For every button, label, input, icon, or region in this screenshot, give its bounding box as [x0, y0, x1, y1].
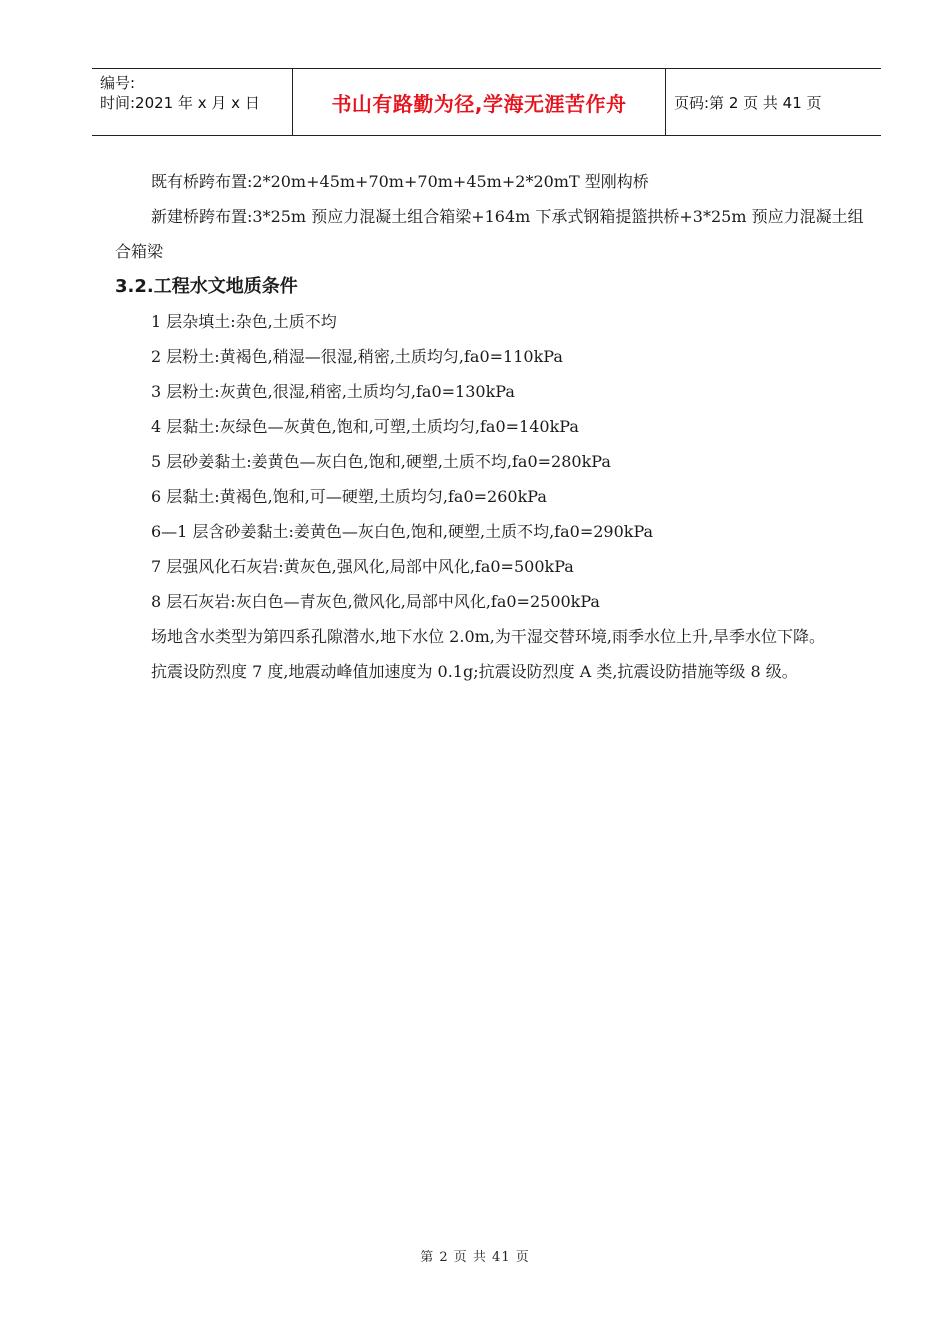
layer-item: 4 层黏土:灰绿色—灰黄色,饱和,可塑,土质均匀,fa0=140kPa — [151, 417, 579, 436]
number-label: 编号: — [100, 74, 136, 92]
layer-item: 6—1 层含砂姜黏土:姜黄色—灰白色,饱和,硬塑,土质不均,fa0=290kPa — [151, 522, 654, 541]
time-label: 时间:2021 年 x 月 x 日 — [100, 94, 260, 112]
layer-item: 5 层砂姜黏土:姜黄色—灰白色,饱和,硬塑,土质不均,fa0=280kPa — [151, 452, 611, 471]
layer-item: 8 层石灰岩:灰白色—青灰色,微风化,局部中风化,fa0=2500kPa — [151, 592, 600, 611]
section-heading: 3.2.工程水文地质条件 — [115, 276, 298, 297]
page-header — [92, 68, 881, 136]
layer-item: 6 层黏土:黄褐色,饱和,可—硬塑,土质均匀,fa0=260kPa — [151, 487, 547, 506]
layer-item: 1 层杂填土:杂色,土质不均 — [151, 312, 337, 331]
paragraph-groundwater: 场地含水类型为第四系孔隙潜水,地下水位 2.0m,为干湿交替环境,雨季水位上升,旱季水位下降。 — [151, 627, 826, 646]
header-meta — [92, 69, 293, 135]
document-body — [115, 164, 875, 689]
paragraph-existing-span: 既有桥跨布置:2*20m+45m+70m+70m+45m+2*20mT 型刚构桥 — [151, 172, 649, 191]
layer-item: 3 层粉土:灰黄色,很湿,稍密,土质均匀,fa0=130kPa — [151, 382, 515, 401]
layer-item: 2 层粉土:黄褐色,稍湿—很湿,稍密,土质均匀,fa0=110kPa — [151, 347, 563, 366]
page-footer: 第 2 页 共 41 页 — [420, 1250, 530, 1265]
paragraph-seismic: 抗震设防烈度 7 度,地震动峰值加速度为 0.1g;抗震设防烈度 A 类,抗震设防措施等级 8 级。 — [151, 662, 798, 681]
header-slogan: 书山有路勤为径,学海无涯苦作舟 — [293, 69, 666, 135]
header-page-label: 页码:第 2 页 共 41 页 — [674, 93, 822, 112]
paragraph-new-span: 新建桥跨布置:3*25m 预应力混凝土组合箱梁+164m 下承式钢箱提篮拱桥+3*25m 预应力混凝土组合箱梁 — [115, 207, 864, 261]
layer-item: 7 层强风化石灰岩:黄灰色,强风化,局部中风化,fa0=500kPa — [151, 557, 574, 576]
